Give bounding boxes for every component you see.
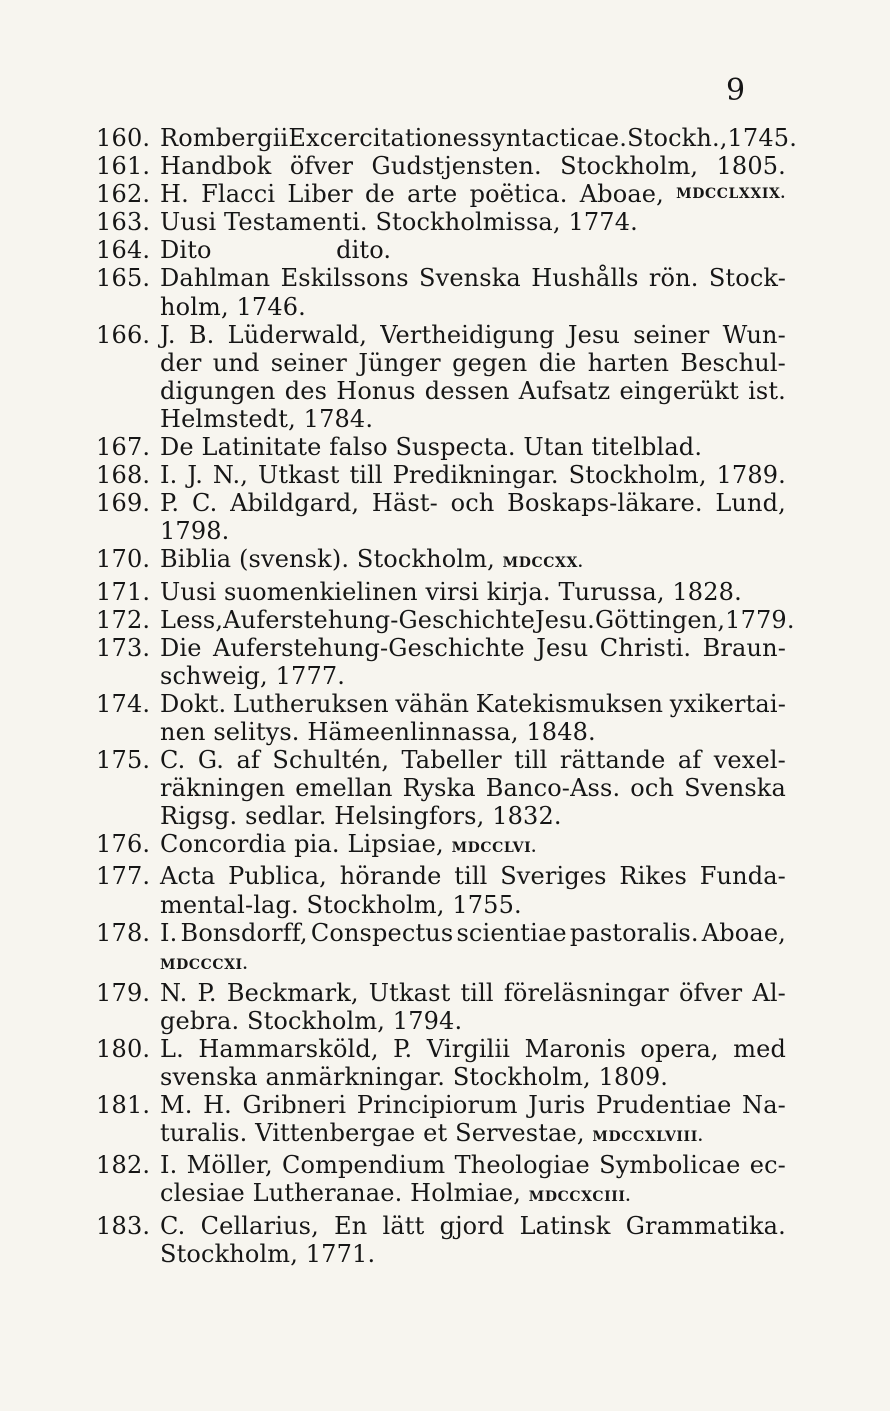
entry-text (160, 264, 786, 320)
entry-text (160, 433, 786, 461)
entry-line: gebra. Stockholm, 1794. (160, 1006, 463, 1035)
entry-number: 179. (96, 978, 151, 1007)
catalogue-entry (96, 746, 786, 830)
entry-number: 175. (96, 746, 151, 775)
entry-line: 1798. (160, 517, 230, 546)
entry-number: 163. (96, 208, 151, 237)
entry-line: clesiae Lutheranae. Holmiae, MDCCXCIII. (160, 1179, 631, 1208)
entry-text (160, 862, 786, 918)
entry-line: Rombergii Excercitationes syntacticae. Stockh., 1745. (160, 124, 797, 152)
entry-line: nen selitys. Hämeenlinnassa, 1848. (160, 717, 596, 746)
entry-line: räkningen emellan Ryska Banco-Ass. och Svenska (160, 774, 786, 803)
entry-line: turalis. Vittenbergae et Servestae, MDCCXLVIII. (160, 1119, 704, 1148)
entry-number: 166. (96, 320, 151, 349)
entry-number: 182. (96, 1151, 151, 1180)
entry-text (160, 152, 786, 180)
entry-line: Handbok öfver Gudstjensten. Stockholm, 1805. (160, 152, 786, 181)
catalogue-entry (96, 919, 786, 979)
entry-number: 161. (96, 152, 151, 181)
entry-number: 178. (96, 918, 151, 947)
entry-number: 181. (96, 1091, 151, 1120)
entry-text (160, 180, 786, 208)
catalogue-entry (96, 862, 786, 918)
entry-line: C. Cellarius, En lätt gjord Latinsk Grammatika. (160, 1211, 786, 1240)
entry-number: 183. (96, 1211, 151, 1240)
entry-text (160, 830, 786, 862)
entry-text (160, 1091, 786, 1151)
entry-line: I. Möller, Compendium Theologiae Symbolicae ec- (160, 1151, 786, 1180)
entry-line: I. J. N., Utkast till Predikningar. Stockholm, 1789. (160, 461, 786, 490)
entry-number: 171. (96, 577, 151, 606)
entry-line: Less, Auferstehung-Geschichte Jesu. Göttingen, 1779. (160, 605, 795, 634)
catalogue-entry (96, 605, 795, 634)
entry-text (160, 746, 786, 830)
entry-text (160, 321, 786, 433)
entry-line: digungen des Honus dessen Aufsatz eingerükt ist. (160, 376, 786, 405)
entry-number: 168. (96, 461, 151, 490)
entry-text (160, 545, 786, 577)
entry-number: 169. (96, 489, 151, 518)
entry-text (160, 461, 786, 489)
entry-number: 174. (96, 689, 151, 718)
catalogue-entry (96, 545, 786, 577)
entry-line: L. Hammarsköld, P. Virgilii Maronis opera, med (160, 1035, 786, 1063)
entry-line: svenska anmärkningar. Stockholm, 1809. (160, 1063, 669, 1092)
catalogue-entry (96, 979, 786, 1035)
entry-line: Acta Publica, hörande till Sveriges Rikes Funda- (160, 862, 786, 891)
entry-text (160, 236, 786, 264)
catalogue-entry (96, 578, 786, 606)
catalogue-entry (96, 152, 786, 180)
entry-line: De Latinitate falso Suspecta. Utan titelblad. (160, 433, 703, 462)
entry-line: holm, 1746. (160, 292, 306, 321)
entry-text (160, 124, 797, 152)
entry-text (160, 1035, 786, 1091)
catalogue-entry (96, 690, 786, 746)
entry-line: P. C. Abildgard, Häst- och Boskaps-läkare. Lund, (160, 489, 786, 518)
entry-number: 177. (96, 862, 151, 891)
entry-number: 173. (96, 633, 151, 662)
entry-text (160, 606, 795, 634)
catalogue-entry (96, 1035, 786, 1091)
entry-text (160, 919, 786, 979)
entry-number: 170. (96, 545, 151, 574)
entry-text (160, 578, 786, 606)
entry-line: H. Flacci Liber de arte poëtica. Aboae, MDCCLXXIX. (160, 180, 786, 209)
entry-text (160, 208, 786, 236)
catalogue-entry (96, 1091, 786, 1151)
entry-text (160, 489, 786, 545)
catalogue-entry (96, 1212, 786, 1268)
entry-line: der und seiner Jünger gegen die harten Beschul- (160, 348, 786, 377)
entry-number: 164. (96, 236, 151, 265)
entry-text (160, 1151, 786, 1211)
catalogue-entry (96, 830, 786, 862)
entry-line: Stockholm, 1771. (160, 1239, 376, 1268)
entry-number: 165. (96, 264, 151, 293)
catalogue-entry (96, 236, 786, 264)
entry-number: 180. (96, 1035, 151, 1063)
entry-line: N. P. Beckmark, Utkast till föreläsningar öfver Al- (160, 978, 786, 1007)
catalogue-entry (96, 433, 786, 461)
catalogue-entry (96, 180, 786, 208)
entry-line: Uusi suomenkielinen virsi kirja. Turussa, 1828. (160, 577, 742, 606)
catalogue-entry (96, 489, 786, 545)
entry-line: I. Bonsdorff, Conspectus scientiae pastoralis. Aboae, (160, 918, 786, 947)
entry-line: Helmstedt, 1784. (160, 404, 374, 433)
catalogue-entry (96, 634, 786, 690)
entry-line: C. G. af Schultén, Tabeller till rättande af vexel- (160, 746, 786, 775)
entry-line: mental-lag. Stockholm, 1755. (160, 890, 522, 919)
entry-number: 162. (96, 180, 151, 209)
entry-line: Rigsg. sedlar. Helsingfors, 1832. (160, 802, 562, 831)
entry-text (160, 634, 786, 690)
catalogue-entry (96, 264, 786, 320)
entry-line: Uusi Testamenti. Stockholmissa, 1774. (160, 208, 638, 237)
catalogue-entry (96, 461, 786, 489)
entry-text (160, 1212, 786, 1268)
entry-line: schweig, 1777. (160, 661, 346, 690)
page-number: 9 (726, 73, 746, 108)
entry-number: 167. (96, 433, 151, 462)
catalogue-entry (96, 124, 797, 152)
catalogue-entries-list (96, 124, 797, 1268)
entry-number: 160. (96, 124, 151, 152)
entry-line: J. B. Lüderwald, Vertheidigung Jesu seiner Wun- (160, 320, 786, 349)
entry-line: Biblia (svensk). Stockholm, MDCCXX. (160, 545, 584, 574)
entry-line: MDCCCXI. (160, 956, 249, 973)
catalogue-entry (96, 321, 786, 433)
catalogue-entry (96, 1151, 786, 1211)
entry-text (160, 979, 786, 1035)
entry-line: Dito dito. (160, 236, 392, 265)
entry-text (160, 690, 786, 746)
entry-line: Concordia pia. Lipsiae, MDCCLVI. (160, 830, 537, 859)
entry-number: 176. (96, 830, 151, 859)
entry-line: Dokt. Lutheruksen vähän Katekismuksen yxikertai- (160, 689, 786, 718)
entry-line: Dahlman Eskilssons Svenska Hushålls rön. Stock- (160, 264, 786, 293)
entry-number: 172. (96, 605, 151, 634)
entry-line: M. H. Gribneri Principiorum Juris Prudentiae Na- (160, 1091, 786, 1120)
catalogue-entry (96, 208, 786, 236)
entry-line: Die Auferstehung-Geschichte Jesu Christi. Braun- (160, 633, 786, 662)
